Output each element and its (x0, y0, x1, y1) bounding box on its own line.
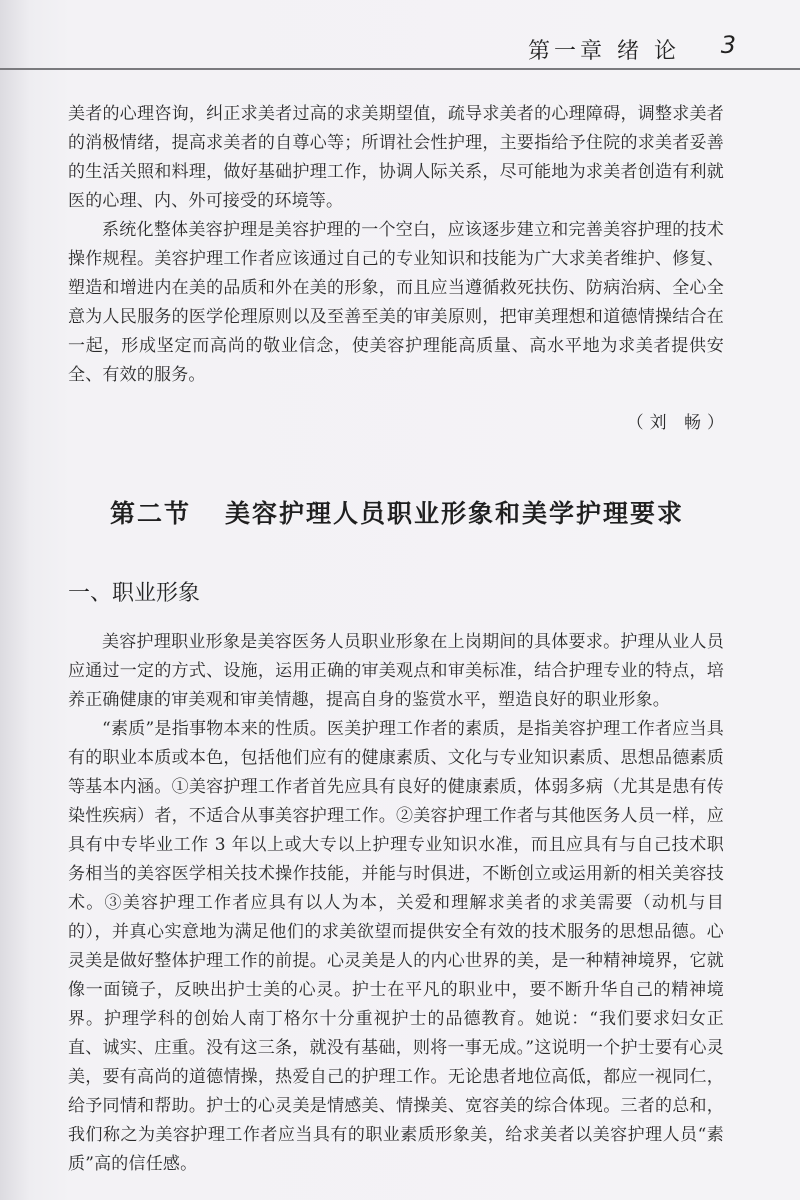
page-number: 3 (720, 31, 736, 59)
author-attribution: （刘 畅） (626, 413, 730, 433)
running-head (0, 0, 800, 70)
header-rule (0, 68, 800, 70)
professional-image-text-block (68, 628, 724, 1179)
paragraph-professional-image: 美容护理职业形象是美容医务人员职业形象在上岗期间的具体要求。护理从业人员应通过一定的方式、设施，运用正确的审美观点和审美标准，结合护理专业的特点，培养正确健康的审美观和审美情趣，提高自身的鉴赏水平，塑造良好的职业形象。 (68, 632, 724, 710)
intro-text-block (68, 100, 724, 390)
paragraph-continued: 美者的心理咨询，纠正求美者过高的求美期望值，疏导求美者的心理障碍，调整求美者的消极情绪，提高求美者的自尊心等；所谓社会性护理，主要指给予住院的求美者妥善的生活关照和料理，做好基础护理工作，协调人际关系，尽可能地为求美者创造有利就医的心理、内、外可接受的环境等。 (68, 104, 724, 211)
section-heading (110, 494, 730, 530)
section-number: 第二节 (110, 499, 192, 528)
paragraph-quality: “素质”是指事物本来的性质。医美护理工作者的素质，是指美容护理工作者应当具有的职业本质或本色，包括他们应有的健康素质、文化与专业知识素质、思想品德素质等基本内涵。①美容护理工作者首先应具有良好的健康素质，体弱多病（尤其是患有传染性疾病）者，不适合从事美容护理工作。②美容护理工作者与其他医务人员一样，应具有中专毕业工作 3 年以上或大专以上护理专业知识水准，而且应具有与自己技术职务相当的美容医学相关技术操作技能，并能与时俱进，不断创立或运用新的相关美容技术。③美容护理工作者应具有以人为本，关爱和理解求美者的求美需要（动机与目的），并真心实意地为满足他们的求美欲望而提供安全有效的技术服务的思想品德。心灵美是做好整体护理工作的前提。心灵美是人的内心世界的美，是一种精神境界，它就像一面镜子，反映出护士美的心灵。护士在平凡的职业中，要不断升华自己的精神境界。护理学科的创始人南丁格尔十分重视护士的品德教育。她说：“我们要求妇女正直、诚实、庄重。没有这三条，就没有基础，则将一事无成。”这说明一个护士要有心灵美，要有高尚的道德情操，热爱自己的护理工作。无论患者地位高低，都应一视同仁，给予同情和帮助。护士的心灵美是情感美、情操美、宽容美的综合体现。三者的总和，我们称之为美容护理工作者应当具有的职业素质形象美，给求美者以美容护理人员“素质”高的信任感。 (68, 719, 724, 1174)
paragraph-systematic-care: 系统化整体美容护理是美容护理的一个空白，应该逐步建立和完善美容护理的技术操作规程。美容护理工作者应该通过自己的专业知识和技能为广大求美者维护、修复、塑造和增进内在美的品质和外在美的形象，而且应当遵循救死扶伤、防病治病、全心全意为人民服务的医学伦理原则以及至善至美的审美原则，把审美理想和道德情操结合在一起，形成坚定而高尚的敬业信念，使美容护理能高质量、高水平地为求美者提供安全、有效的服务。 (68, 220, 724, 385)
chapter-label: 第一章 绪 论 (528, 39, 680, 64)
subsection-heading: 一、职业形象 (68, 581, 201, 606)
section-title-text: 美容护理人员职业形象和美学护理要求 (225, 499, 685, 528)
